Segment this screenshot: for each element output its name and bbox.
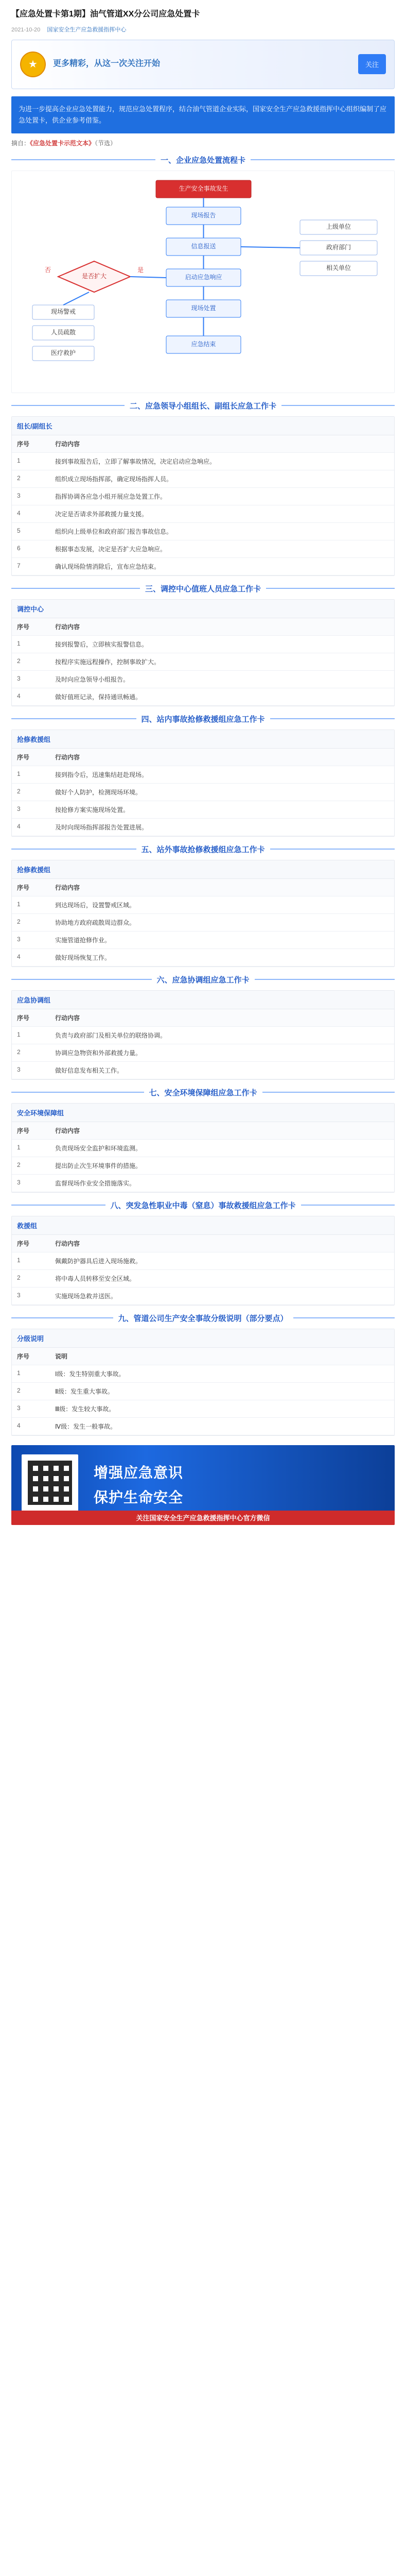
row-text: 负责现场安全监护和环境监测。: [50, 1139, 394, 1157]
row-text: 到达现场后，设置警戒区域。: [50, 896, 394, 913]
source-highlight: 《应急处置卡示范文本》: [30, 139, 95, 147]
article-meta: [11, 25, 395, 33]
row-text: 按程序实施远程操作，控制事故扩大。: [50, 653, 394, 670]
title-divider: [11, 1092, 144, 1093]
section-title-text: 二、应急领导小组组长、副组长应急工作卡: [130, 401, 277, 411]
row-number: 4: [12, 818, 50, 836]
card-title: 抢修救援组: [12, 860, 394, 879]
section: [11, 155, 395, 393]
card-title: 抢修救援组: [12, 730, 394, 749]
section-title-text: 六、应急协调组应急工作卡: [156, 975, 250, 985]
section: [11, 583, 395, 706]
row-text: 组织成立现场指挥部，确定现场指挥人员。: [50, 470, 394, 487]
intro-box: [11, 96, 395, 133]
card-title: 调控中心: [12, 600, 394, 618]
title-divider: [262, 1092, 395, 1093]
row-number: 3: [12, 1174, 50, 1192]
action-table: [12, 749, 394, 836]
table-row: [12, 505, 394, 522]
flow-step-label: 启动应急响应: [185, 274, 222, 281]
footer-bar: 关注国家安全生产应急救援指挥中心官方微信: [11, 1511, 395, 1525]
table-header-row: [12, 618, 394, 636]
title-divider: [251, 159, 395, 160]
row-number: 2: [12, 1269, 50, 1287]
sections-container: [11, 155, 395, 1436]
table-header-cell: 序号: [12, 1009, 50, 1027]
table-row: [12, 801, 394, 818]
row-number: 3: [12, 801, 50, 818]
title-divider: [293, 1317, 395, 1318]
flow-step-label: 现场报告: [191, 212, 216, 219]
title-divider: [255, 979, 395, 980]
work-card: [11, 990, 395, 1080]
row-number: 3: [12, 931, 50, 948]
table-header-cell: 说明: [50, 1348, 394, 1365]
work-card: [11, 1216, 395, 1306]
section: [11, 974, 395, 1080]
article-title: 【应急处置卡第1期】油气管道XX分公司应急处置卡: [11, 10, 200, 19]
table-row: [12, 670, 394, 688]
section-title: [11, 155, 395, 165]
section-title: [11, 974, 395, 985]
section-title-text: 七、安全环境保障组应急工作卡: [149, 1088, 257, 1097]
section-title-text: 八、突发急性职业中毒（窒息）事故救援组应急工作卡: [110, 1201, 296, 1210]
work-card: [11, 730, 395, 837]
table-header-row: [12, 1009, 394, 1027]
table-row: [12, 1252, 394, 1269]
section-title: [11, 583, 395, 594]
title-divider: [270, 849, 395, 850]
row-number: 1: [12, 766, 50, 783]
qr-code-icon: [28, 1461, 72, 1505]
row-number: 2: [12, 470, 50, 487]
decision-no-label: 否: [44, 266, 51, 274]
section-title: [11, 1313, 395, 1324]
table-row: [12, 1157, 394, 1174]
title-divider: [11, 849, 136, 850]
table-header-row: [12, 879, 394, 896]
row-text: 做好个人防护，检测现场环境。: [50, 783, 394, 801]
table-row: [12, 818, 394, 836]
action-table: [12, 1122, 394, 1192]
table-header-cell: 行动内容: [50, 618, 394, 636]
flow-right-label: 上级单位: [326, 223, 351, 231]
table-header-cell: 行动内容: [50, 1122, 394, 1140]
source-prefix: 摘自：: [11, 139, 30, 147]
work-card: [11, 1329, 395, 1436]
table-row: [12, 913, 394, 931]
card-title: 安全环境保障组: [12, 1104, 394, 1122]
banner-title: 更多精彩，从这一次关注开始: [53, 59, 161, 69]
title-divider: [11, 718, 136, 719]
title-divider: [11, 159, 155, 160]
section-title: [11, 1200, 395, 1211]
row-number: 6: [12, 540, 50, 557]
section-title: [11, 1087, 395, 1098]
table-row: [12, 470, 394, 487]
row-text: 组织向上级单位和政府部门报告事故信息。: [50, 522, 394, 540]
source-suffix: （节选）: [95, 139, 117, 147]
table-header-cell: 行动内容: [50, 879, 394, 896]
row-text: 根据事态发展，决定是否扩大应急响应。: [50, 540, 394, 557]
footer-banner: [11, 1445, 395, 1525]
section-title: [11, 400, 395, 411]
table-row: [12, 557, 394, 575]
row-number: 3: [12, 1400, 50, 1417]
row-number: 1: [12, 635, 50, 653]
section-title-text: 四、站内事故抢修救援组应急工作卡: [141, 715, 265, 724]
table-row: [12, 653, 394, 670]
row-number: 7: [12, 557, 50, 575]
title-divider: [11, 588, 140, 589]
row-text: 负责与政府部门及相关单位的联络协调。: [50, 1026, 394, 1044]
table-row: [12, 1139, 394, 1157]
row-text: 接到事故报告后，立即了解事故情况，决定启动应急响应。: [50, 452, 394, 470]
table-header-cell: 序号: [12, 1348, 50, 1365]
title-divider: [11, 1317, 113, 1318]
table-row: [12, 948, 394, 966]
process-flow-diagram: [11, 171, 395, 393]
row-text: 佩戴防护器具后进入现场施救。: [50, 1252, 394, 1269]
table-row: [12, 1026, 394, 1044]
row-text: Ⅰ级：发生特别重大事故。: [50, 1365, 394, 1382]
row-text: Ⅳ级：发生一般事故。: [50, 1417, 394, 1435]
title-divider: [11, 405, 125, 406]
section-title: [11, 844, 395, 855]
row-text: 确认现场险情消除后，宣布应急结束。: [50, 557, 394, 575]
row-number: 5: [12, 522, 50, 540]
badge-icon: ★: [20, 52, 46, 77]
flow-right-label: 政府部门: [326, 244, 351, 251]
row-number: 4: [12, 688, 50, 705]
row-number: 3: [12, 1061, 50, 1079]
row-text: Ⅲ级：发生较大事故。: [50, 1400, 394, 1417]
title-divider: [11, 979, 152, 980]
row-text: 实施管道抢修作业。: [50, 931, 394, 948]
title-divider: [270, 718, 395, 719]
flow-right-label: 相关单位: [326, 264, 351, 272]
table-header-row: [12, 1348, 394, 1365]
flow-step-label: 信息报送: [191, 243, 216, 250]
table-header-cell: 序号: [12, 435, 50, 453]
title-divider: [11, 1205, 105, 1206]
flow-svg: [12, 171, 395, 393]
flow-arrow: [241, 247, 300, 248]
action-table: [12, 618, 394, 706]
row-number: 2: [12, 1157, 50, 1174]
table-row: [12, 1174, 394, 1192]
row-number: 4: [12, 505, 50, 522]
row-text: 协调应急物资和外部救援力量。: [50, 1044, 394, 1061]
table-row: [12, 1061, 394, 1079]
table-row: [12, 766, 394, 783]
table-header-row: [12, 749, 394, 766]
flow-left-label: 医疗救护: [50, 349, 76, 357]
row-number: 3: [12, 670, 50, 688]
title-divider: [301, 1205, 395, 1206]
flow-step-label: 应急结束: [191, 341, 216, 348]
table-header-cell: 序号: [12, 1122, 50, 1140]
flow-step-label: 现场处置: [191, 304, 216, 312]
row-number: 1: [12, 452, 50, 470]
qr-code[interactable]: [22, 1454, 78, 1511]
work-card: [11, 416, 395, 576]
footer-text: [94, 1462, 183, 1507]
row-text: 指挥协调各应急小组开展应急处置工作。: [50, 487, 394, 505]
work-card: [11, 1103, 395, 1193]
section: [11, 714, 395, 837]
action-table: [12, 1348, 394, 1435]
section-title-text: 一、企业应急处置流程卡: [161, 156, 246, 165]
row-text: 及时向应急领导小组报告。: [50, 670, 394, 688]
table-header-row: [12, 1122, 394, 1140]
row-number: 4: [12, 1417, 50, 1435]
row-number: 1: [12, 1365, 50, 1382]
table-row: [12, 931, 394, 948]
table-header-row: [12, 435, 394, 453]
decision-yes-label: 是: [137, 266, 144, 274]
row-text: 协助地方政府疏散周边群众。: [50, 913, 394, 931]
table-row: [12, 1269, 394, 1287]
table-row: [12, 522, 394, 540]
row-text: 做好值班记录，保持通讯畅通。: [50, 688, 394, 705]
section-title-text: 三、调控中心值班人员应急工作卡: [145, 584, 261, 594]
follow-banner[interactable]: [11, 40, 395, 89]
row-number: 3: [12, 487, 50, 505]
row-text: 决定是否请求外部救援力量支援。: [50, 505, 394, 522]
flow-left-label: 人员疏散: [50, 329, 76, 336]
row-text: 接到指令后，迅速集结赶赴现场。: [50, 766, 394, 783]
table-row: [12, 1044, 394, 1061]
table-row: [12, 1365, 394, 1382]
card-title: 组长/副组长: [12, 417, 394, 435]
section: [11, 400, 395, 576]
row-number: 2: [12, 913, 50, 931]
section: [11, 1087, 395, 1193]
card-title: 应急协调组: [12, 991, 394, 1009]
card-title: 分级说明: [12, 1329, 394, 1348]
table-row: [12, 783, 394, 801]
row-number: 1: [12, 1139, 50, 1157]
section-title-text: 九、管道公司生产安全事故分级说明（部分要点）: [118, 1314, 288, 1323]
section-title-text: 五、站外事故抢修救援组应急工作卡: [141, 845, 265, 854]
table-row: [12, 540, 394, 557]
table-row: [12, 688, 394, 705]
footer-line-1: 增强应急意识: [94, 1464, 184, 1481]
row-number: 2: [12, 1044, 50, 1061]
section: [11, 844, 395, 967]
table-row: [12, 1417, 394, 1435]
section: [11, 1200, 395, 1306]
row-text: 及时向现场指挥部报告处置进展。: [50, 818, 394, 836]
row-number: 2: [12, 653, 50, 670]
action-table: [12, 879, 394, 967]
row-text: 提出防止次生环境事件的措施。: [50, 1157, 394, 1174]
action-table: [12, 1235, 394, 1305]
table-header-cell: 序号: [12, 879, 50, 896]
row-text: 做好信息发布相关工作。: [50, 1061, 394, 1079]
row-text: 将中毒人员转移至安全区域。: [50, 1269, 394, 1287]
follow-button[interactable]: 关注: [358, 54, 386, 74]
row-text: Ⅱ级：发生重大事故。: [50, 1382, 394, 1400]
row-number: 4: [12, 948, 50, 966]
table-header-cell: 序号: [12, 1235, 50, 1252]
table-row: [12, 1287, 394, 1304]
banner-text: [53, 57, 351, 72]
row-text: 按抢修方案实施现场处置。: [50, 801, 394, 818]
row-text: 实施现场急救并送医。: [50, 1287, 394, 1304]
table-header-cell: 行动内容: [50, 1235, 394, 1252]
table-header-cell: 行动内容: [50, 435, 394, 453]
intro-text: 为进一步提高企业应急处置能力，规范应急处置程序，结合油气管道企业实际，国家安全生产应急救援指挥中心组织编制了应急处置卡，供企业参考借鉴。: [19, 105, 387, 124]
section-title: [11, 714, 395, 724]
decision-label: 是否扩大: [81, 273, 107, 280]
work-card: [11, 599, 395, 706]
title-divider: [266, 588, 395, 589]
row-number: 2: [12, 1382, 50, 1400]
article-date: 2021-10-20: [11, 26, 41, 33]
account-name-link[interactable]: 国家安全生产应急救援指挥中心: [47, 26, 127, 33]
flow-arrow: [130, 277, 166, 278]
table-row: [12, 1382, 394, 1400]
table-header-row: [12, 1235, 394, 1252]
flow-left-label: 现场警戒: [50, 308, 76, 316]
title-divider: [281, 405, 395, 406]
table-header-cell: 行动内容: [50, 1009, 394, 1027]
action-table: [12, 435, 394, 575]
work-card: [11, 860, 395, 967]
table-row: [12, 452, 394, 470]
row-number: 3: [12, 1287, 50, 1304]
table-row: [12, 1400, 394, 1417]
table-row: [12, 896, 394, 913]
row-number: 2: [12, 783, 50, 801]
card-title: 救援组: [12, 1216, 394, 1235]
row-number: 1: [12, 896, 50, 913]
row-text: 接到报警后，立即核实报警信息。: [50, 635, 394, 653]
table-header-cell: 序号: [12, 749, 50, 766]
table-row: [12, 487, 394, 505]
row-number: 1: [12, 1026, 50, 1044]
table-header-cell: 行动内容: [50, 749, 394, 766]
flow-start-label: 生产安全事故发生: [179, 185, 228, 193]
source-line: [11, 139, 395, 147]
section: [11, 1313, 395, 1436]
table-header-cell: 序号: [12, 618, 50, 636]
table-row: [12, 635, 394, 653]
row-text: 监督现场作业安全措施落实。: [50, 1174, 394, 1192]
footer-line-2: 保护生命安全: [94, 1489, 184, 1505]
flow-arrow: [63, 292, 89, 305]
action-table: [12, 1009, 394, 1079]
row-text: 做好现场恢复工作。: [50, 948, 394, 966]
row-number: 1: [12, 1252, 50, 1269]
